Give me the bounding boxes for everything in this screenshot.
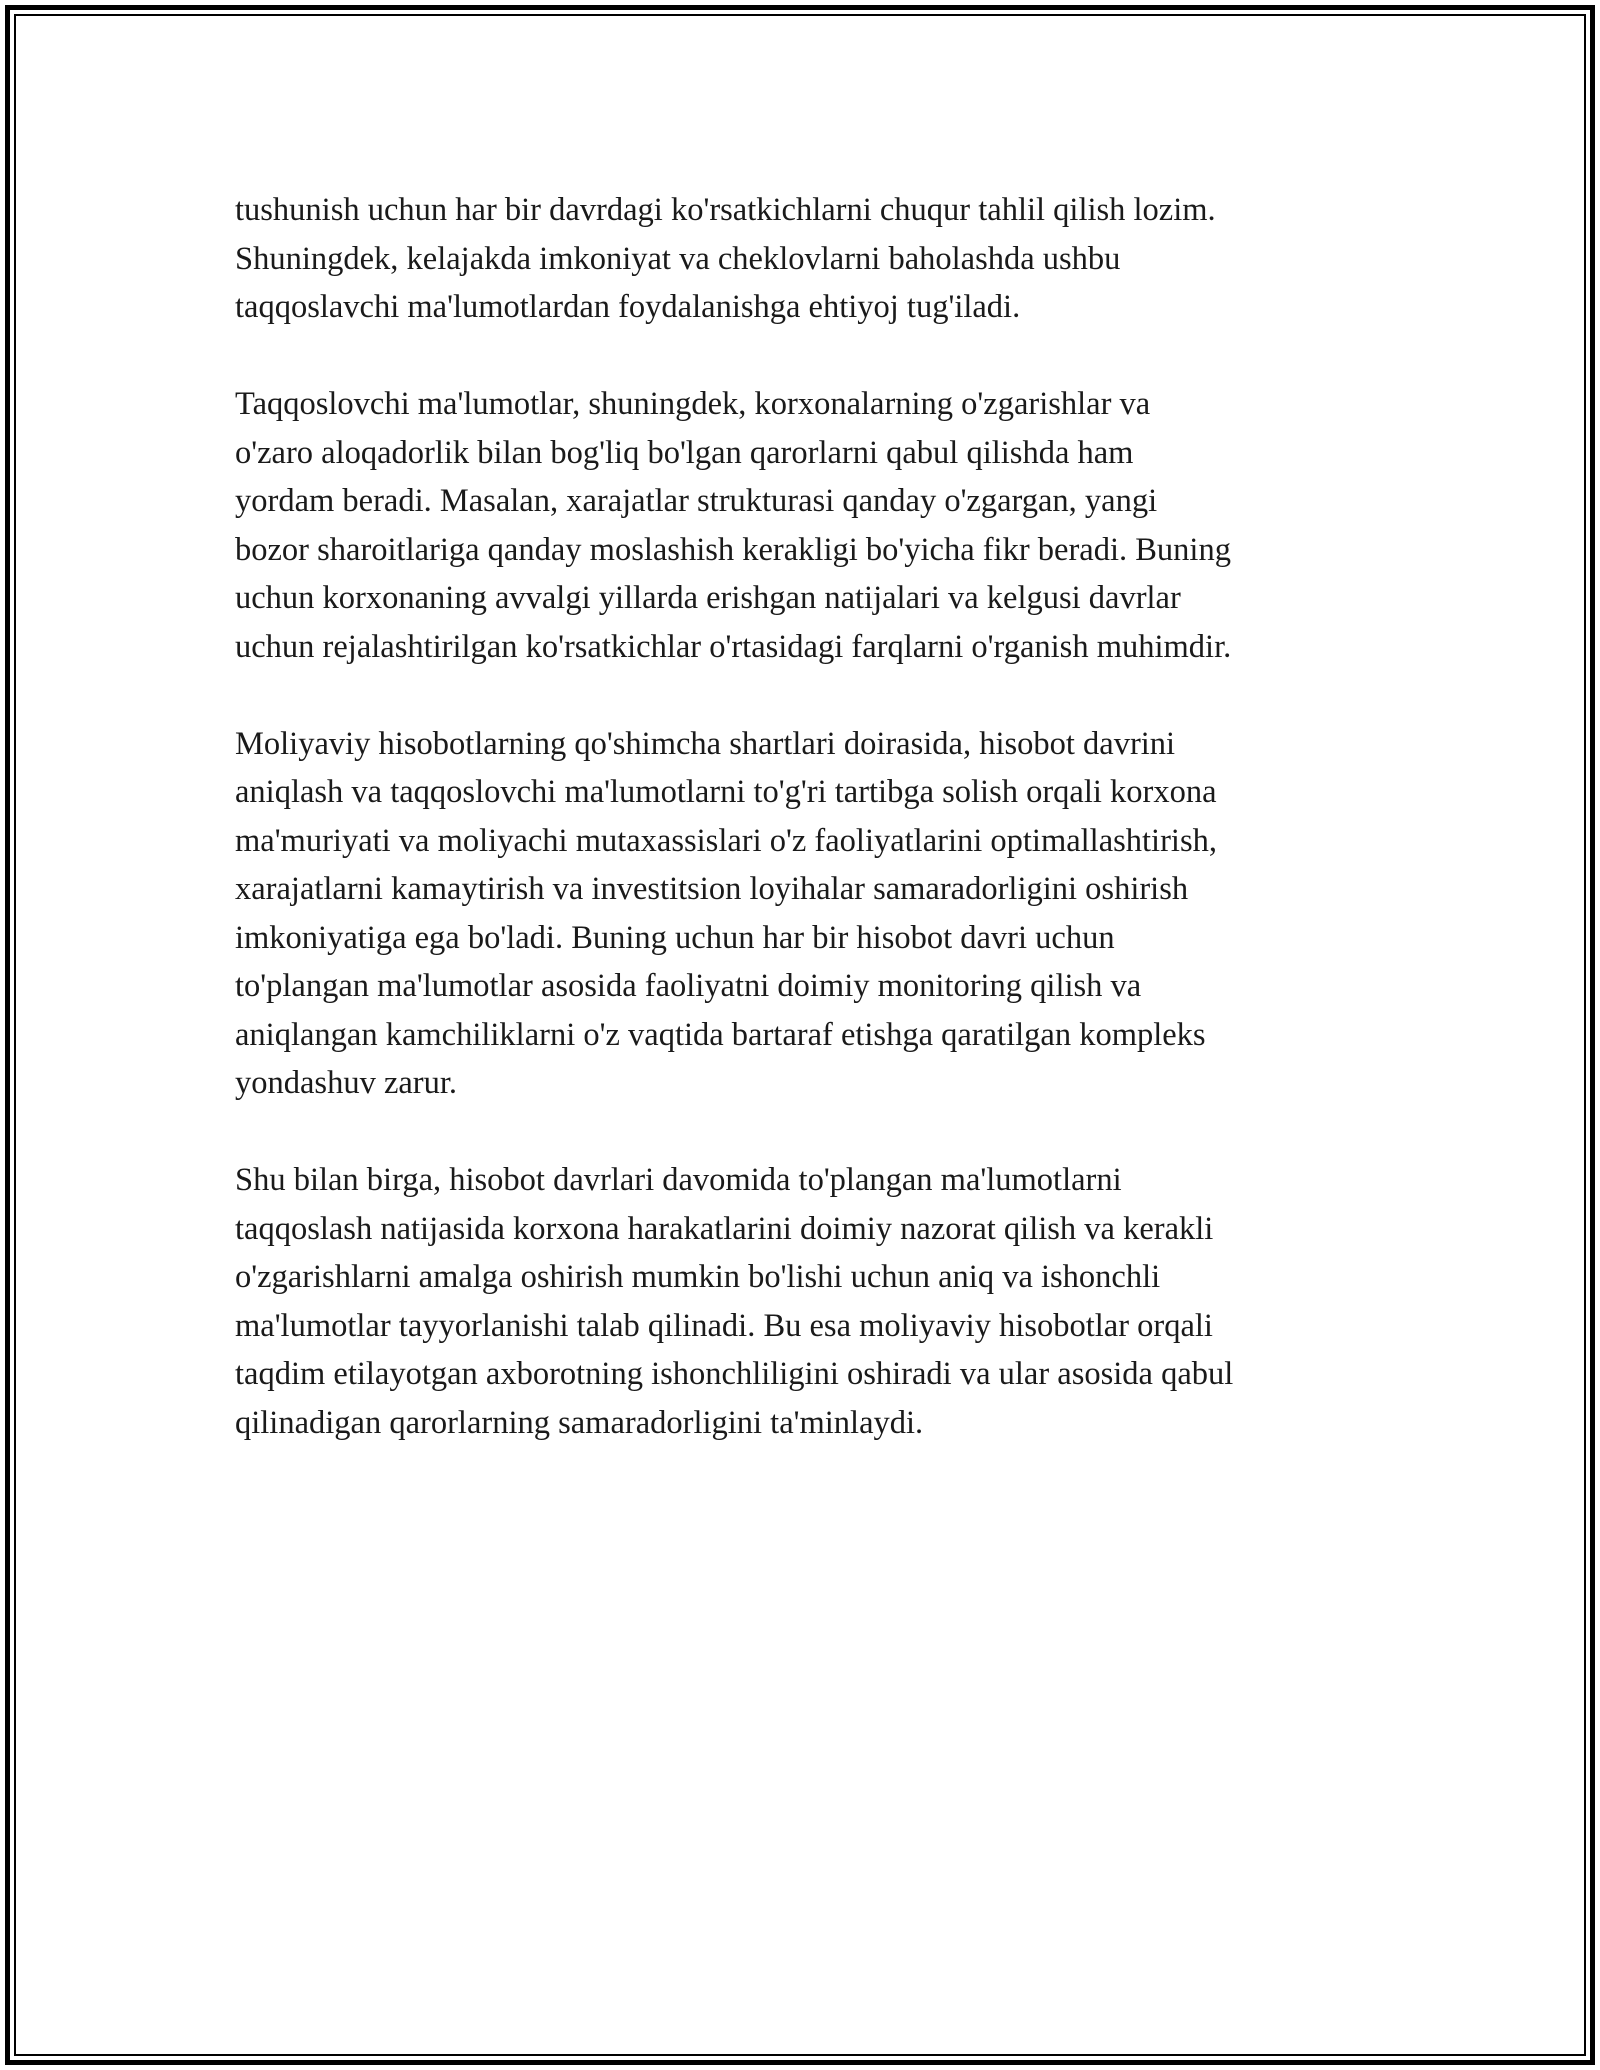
paragraph-1 [235, 186, 1385, 332]
text-line: uchun rejalashtirilgan ko'rsatkichlar o'rtasidagi farqlarni o'rganish muhimdir. [235, 628, 1232, 665]
text-line: aniqlangan kamchiliklarni o'z vaqtida bartaraf etishga qaratilgan kompleks [235, 1016, 1206, 1053]
text-line: yondashuv zarur. [235, 1065, 458, 1101]
text-line: to'plangan ma'lumotlar asosida faoliyatni doimiy monitoring qilish va [235, 968, 1142, 1004]
text-line: taqdim etilayotgan axborotning ishonchliligini oshiradi va ular asosida qabul [235, 1356, 1234, 1392]
text-line: xarajatlarni kamaytirish va investitsion loyihalar samaradorligini oshirish [235, 871, 1189, 907]
text-line: ma'lumotlar tayyorlanishi talab qilinadi. Bu esa moliyaviy hisobotlar orqali [235, 1307, 1213, 1344]
text-line: Shuningdek, kelajakda imkoniyat va cheklovlarni baholashda ushbu [235, 240, 1121, 277]
paragraph-3 [235, 720, 1385, 1108]
text-line: uchun korxonaning avvalgi yillarda erishgan natijalari va kelgusi davrlar [235, 580, 1181, 616]
text-line: bozor sharoitlariga qanday moslashish kerakligi bo'yicha fikr beradi. Buning [235, 531, 1231, 568]
paragraph-2 [235, 380, 1385, 671]
text-line: tushunish uchun har bir davrdagi ko'rsatkichlarni chuqur tahlil qilish lozim. [235, 192, 1216, 228]
paragraph-4 [235, 1156, 1385, 1447]
document-body [235, 186, 1385, 1496]
text-line: Moliyaviy hisobotlarning qo'shimcha shartlari doirasida, hisobot davrini [235, 725, 1176, 762]
text-line: Shu bilan birga, hisobot davrlari davomida to'plangan ma'lumotlarni [235, 1162, 1122, 1198]
text-line: aniqlash va taqqoslovchi ma'lumotlarni to'g'ri tartibga solish orqali korxona [235, 774, 1217, 810]
text-line: taqqoslavchi ma'lumotlardan foydalanishga ehtiyoj tug'iladi. [235, 289, 1021, 325]
text-line: o'zaro aloqadorlik bilan bog'liq bo'lgan qarorlarni qabul qilishda ham [235, 434, 1134, 471]
text-line: qilinadigan qarorlarning samaradorligini ta'minlaydi. [235, 1404, 924, 1441]
text-line: ma'muriyati va moliyachi mutaxassislari o'z faoliyatlarini optimallashtirish, [235, 822, 1217, 859]
text-line: taqqoslash natijasida korxona harakatlarini doimiy nazorat qilish va kerakli [235, 1210, 1214, 1247]
text-line: Taqqoslovchi ma'lumotlar, shuningdek, korxonalarning o'zgarishlar va [235, 386, 1151, 422]
text-line: o'zgarishlarni amalga oshirish mumkin bo'lishi uchun aniq va ishonchli [235, 1259, 1161, 1295]
text-line: yordam beradi. Masalan, xarajatlar strukturasi qanday o'zgargan, yangi [235, 483, 1158, 519]
text-line: imkoniyatiga ega bo'ladi. Buning uchun har bir hisobot davri uchun [235, 919, 1115, 956]
